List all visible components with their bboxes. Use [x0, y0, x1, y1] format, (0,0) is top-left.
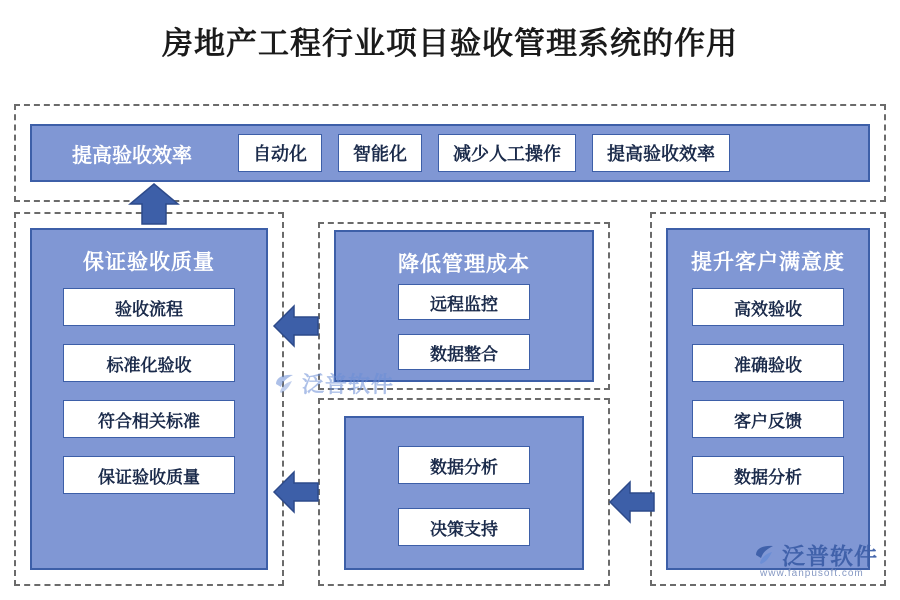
middle-upper-panel — [334, 230, 594, 382]
left-chip-2[interactable]: 符合相关标准 — [63, 400, 235, 438]
arrow-left-icon-lower — [272, 468, 320, 516]
watermark-center-text: 泛普软件 — [302, 372, 395, 397]
left-panel-title: 保证验收质量 — [83, 250, 215, 274]
arrow-up-icon — [128, 182, 180, 226]
arrow-left-icon-right — [608, 478, 656, 526]
left-panel — [30, 228, 268, 570]
left-chip-1[interactable]: 标准化验收 — [63, 344, 235, 382]
right-chip-stack — [668, 288, 868, 494]
top-chip-3[interactable]: 提高验收效率 — [592, 134, 730, 172]
middle-upper-panel-title: 降低管理成本 — [398, 252, 530, 276]
right-chip-0[interactable]: 高效验收 — [692, 288, 844, 326]
top-chip-2[interactable]: 减少人工操作 — [438, 134, 576, 172]
arrow-left-icon-upper — [272, 302, 320, 350]
right-chip-3[interactable]: 数据分析 — [692, 456, 844, 494]
middle-upper-chip-stack — [336, 284, 592, 370]
right-panel-title: 提升客户满意度 — [691, 250, 845, 274]
mid-chip-1[interactable]: 数据整合 — [398, 334, 530, 370]
page-title: 房地产工程行业项目验收管理系统的作用 — [162, 26, 738, 61]
right-chip-2[interactable]: 客户反馈 — [692, 400, 844, 438]
middle-lower-chip-stack — [346, 446, 582, 546]
mid-chip-0[interactable]: 远程监控 — [398, 284, 530, 320]
right-chip-1[interactable]: 准确验收 — [692, 344, 844, 382]
left-chip-stack — [32, 288, 266, 494]
right-panel — [666, 228, 870, 570]
mid2-chip-1[interactable]: 决策支持 — [398, 508, 530, 546]
top-panel — [30, 124, 870, 182]
left-chip-0[interactable]: 验收流程 — [63, 288, 235, 326]
mid2-chip-0[interactable]: 数据分析 — [398, 446, 530, 484]
watermark-bottom-right-sub: www.fanpusoft.com — [760, 568, 864, 579]
middle-lower-panel — [344, 416, 584, 570]
left-chip-3[interactable]: 保证验收质量 — [63, 456, 235, 494]
top-chip-1[interactable]: 智能化 — [338, 134, 422, 172]
top-panel-title: 提高验收效率 — [72, 144, 192, 167]
watermark-bottom-right-text: 泛普软件 — [782, 544, 878, 569]
top-chip-0[interactable]: 自动化 — [238, 134, 322, 172]
